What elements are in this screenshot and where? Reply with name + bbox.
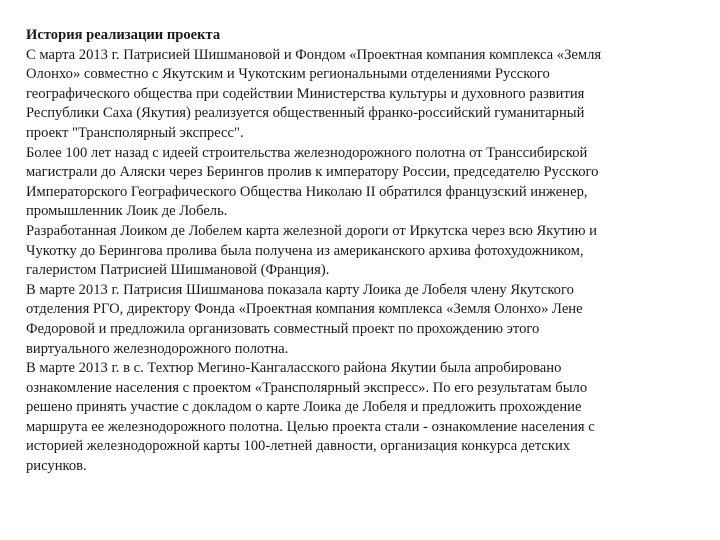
text-line: Чукотку до Берингова пролива была получена из американского архива фотохудожником,	[26, 242, 584, 259]
paragraph-4	[26, 281, 706, 359]
text-line: В марте 2013 г. Патрисия Шишманова показала карту Лоика де Лобеля члену Якутского	[26, 281, 574, 298]
paragraph-5	[26, 359, 706, 477]
text-line: Разработанная Лоиком де Лобелем карта железной дороги от Иркутска через всю Якутию и	[26, 222, 597, 239]
text-line: историей железнодорожной карты 100-летней давности, организация конкурса детских	[26, 438, 571, 455]
text-line: Республики Саха (Якутия) реализуется общественный франко-российский гуманитарный	[26, 105, 585, 122]
text-line: ознакомление населения с проектом «Трансполярный экспресс». По его результатам было	[26, 379, 588, 396]
text-line: галеристом Патрисией Шишмановой (Франция).	[26, 262, 330, 279]
text-line: магистрали до Аляски через Берингов пролив к императору России, председателю Русского	[26, 164, 599, 181]
paragraph-2	[26, 144, 706, 222]
document-body	[26, 26, 706, 477]
paragraph-1	[26, 46, 706, 144]
text-line: Императорского Географического Общества Николаю II обратился французский инженер,	[26, 183, 588, 200]
text-line: Олонхо» совместно с Якутским и Чукотским региональными отделениями Русского	[26, 66, 550, 83]
text-line: виртуального железнодорожного полотна.	[26, 340, 289, 357]
text-line: рисунков.	[26, 458, 87, 475]
text-line: маршрута ее железнодорожного полотна. Целью проекта стали - ознакомление населения с	[26, 418, 595, 435]
document-title: История реализации проекта	[26, 27, 221, 43]
text-line: Более 100 лет назад с идеей строительства железнодорожного полотна от Транссибирской	[26, 144, 588, 161]
text-line: решено принять участие с докладом о карте Лоика де Лобеля и предложить прохождение	[26, 399, 582, 416]
text-line: С марта 2013 г. Патрисией Шишмановой и Фондом «Проектная компания комплекса «Земля	[26, 46, 602, 63]
paragraph-3	[26, 222, 706, 281]
text-line: проект "Трансполярный экспресс".	[26, 124, 244, 141]
text-line: географического общества при содействии Министерства культуры и духовного развития	[26, 85, 585, 102]
text-line: В марте 2013 г. в с. Техтюр Мегино-Кангаласского района Якутии была апробировано	[26, 360, 562, 377]
text-line: промышленник Лоик де Лобель.	[26, 203, 228, 220]
text-line: отделения РГО, директору Фонда «Проектная компания комплекса «Земля Олонхо» Лене	[26, 301, 583, 318]
text-line: Федоровой и предложила организовать совместный проект по прохождению этого	[26, 320, 540, 337]
